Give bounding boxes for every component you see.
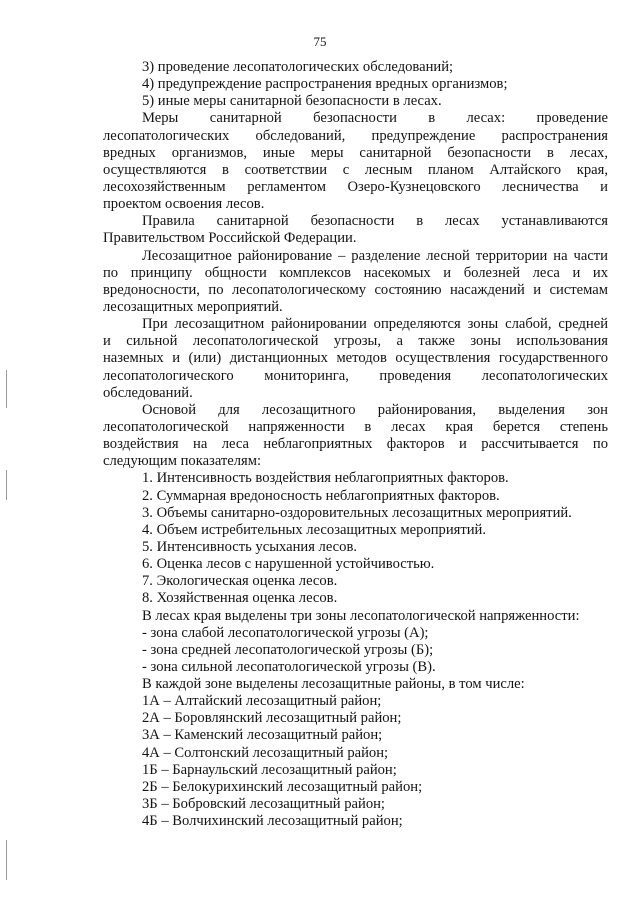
text-line: 5) иные меры санитарной безопасности в лесах. xyxy=(142,93,442,110)
text-line: Правила санитарной безопасности в лесах устанавливаются xyxy=(142,213,608,230)
text-line: 2Б – Белокурихинский лесозащитный район; xyxy=(142,778,423,795)
text-line: 4) предупреждение распространения вредных организмов; xyxy=(142,76,508,93)
text-line: следующим показателям: xyxy=(103,453,262,470)
text-line: 7. Экологическая оценка лесов. xyxy=(142,573,338,590)
text-line: 4Б – Волчихинский лесозащитный район; xyxy=(142,813,403,830)
page-number: 75 xyxy=(313,34,327,49)
text-line: - зона сильной лесопатологической угрозы (В). xyxy=(142,658,436,675)
text-line: проектом освоения лесов. xyxy=(103,196,265,213)
text-line: лесопатологических обследований, предупреждение распространения xyxy=(103,127,608,144)
text-line: 3. Объемы санитарно-оздоровительных лесозащитных мероприятий. xyxy=(142,504,572,521)
text-line: В лесах края выделены три зоны лесопатологической напряженности: xyxy=(142,607,580,624)
text-line: и сильной лесопатологической угрозы, а также зоны использования xyxy=(103,333,608,350)
text-line: - зона слабой лесопатологической угрозы (А); xyxy=(142,624,429,641)
text-line: Лесозащитное районирование – разделение лесной территории на части xyxy=(142,247,608,264)
body-text xyxy=(103,59,608,830)
scan-edge-mark xyxy=(6,840,7,880)
text-line: лесопатологической напряженности в лесах края берется степень xyxy=(103,418,608,435)
text-line: вредных организмов, иные меры санитарной безопасности в лесах, xyxy=(103,144,608,161)
text-line: 5. Интенсивность усыхания лесов. xyxy=(142,538,357,555)
text-line: 1. Интенсивность воздействия неблагоприятных факторов. xyxy=(142,470,509,487)
text-line: лесозащитных мероприятий. xyxy=(103,298,283,315)
text-line: При лесозащитном районировании определяются зоны слабой, средней xyxy=(142,316,608,333)
text-line: 3Б – Бобровский лесозащитный район; xyxy=(142,796,385,813)
text-line: 1А – Алтайский лесозащитный район; xyxy=(142,693,382,710)
text-line: Меры санитарной безопасности в лесах: проведение xyxy=(142,110,608,127)
text-line: 2А – Боровлянский лесозащитный район; xyxy=(142,710,402,727)
text-line: 3А – Каменский лесозащитный район; xyxy=(142,727,383,744)
text-line: 4А – Солтонский лесозащитный район; xyxy=(142,744,389,761)
text-line: лесохозяйственным регламентом Озеро-Кузнецовского лесничества и xyxy=(103,178,608,195)
text-line: 1Б – Барнаульский лесозащитный район; xyxy=(142,761,397,778)
text-line: 6. Оценка лесов с нарушенной устойчивостью. xyxy=(142,556,435,573)
text-line: Правительством Российской Федерации. xyxy=(103,230,357,247)
text-line: 8. Хозяйственная оценка лесов. xyxy=(142,590,338,607)
scan-edge-mark xyxy=(6,470,7,500)
text-line: по принципу общности комплексов насекомых и болезней леса и их xyxy=(103,264,608,281)
text-line: 2. Суммарная вредоносность неблагоприятных факторов. xyxy=(142,487,500,504)
scan-edge-mark xyxy=(6,370,7,408)
text-line: лесопатологического мониторинга, проведения лесопатологических xyxy=(103,367,608,384)
text-line: наземных и (или) дистанционных методов осуществления государственного xyxy=(103,350,608,367)
text-line: осуществляются в соответствии с лесным планом Алтайского края, xyxy=(103,161,608,178)
text-line: - зона средней лесопатологической угрозы (Б); xyxy=(142,641,434,658)
text-line: воздействия на леса неблагоприятных факторов и рассчитывается по xyxy=(103,436,608,453)
text-line: обследований. xyxy=(103,384,193,401)
text-line: Основой для лесозащитного районирования, выделения зон xyxy=(142,401,608,418)
text-line: 3) проведение лесопатологических обследований; xyxy=(142,59,454,75)
text-line: 4. Объем истребительных лесозащитных мероприятий. xyxy=(142,521,487,538)
text-line: вредоносности, по лесопатологическому состоянию насаждений и системам xyxy=(103,281,608,298)
text-line: В каждой зоне выделены лесозащитные районы, в том числе: xyxy=(142,676,525,693)
